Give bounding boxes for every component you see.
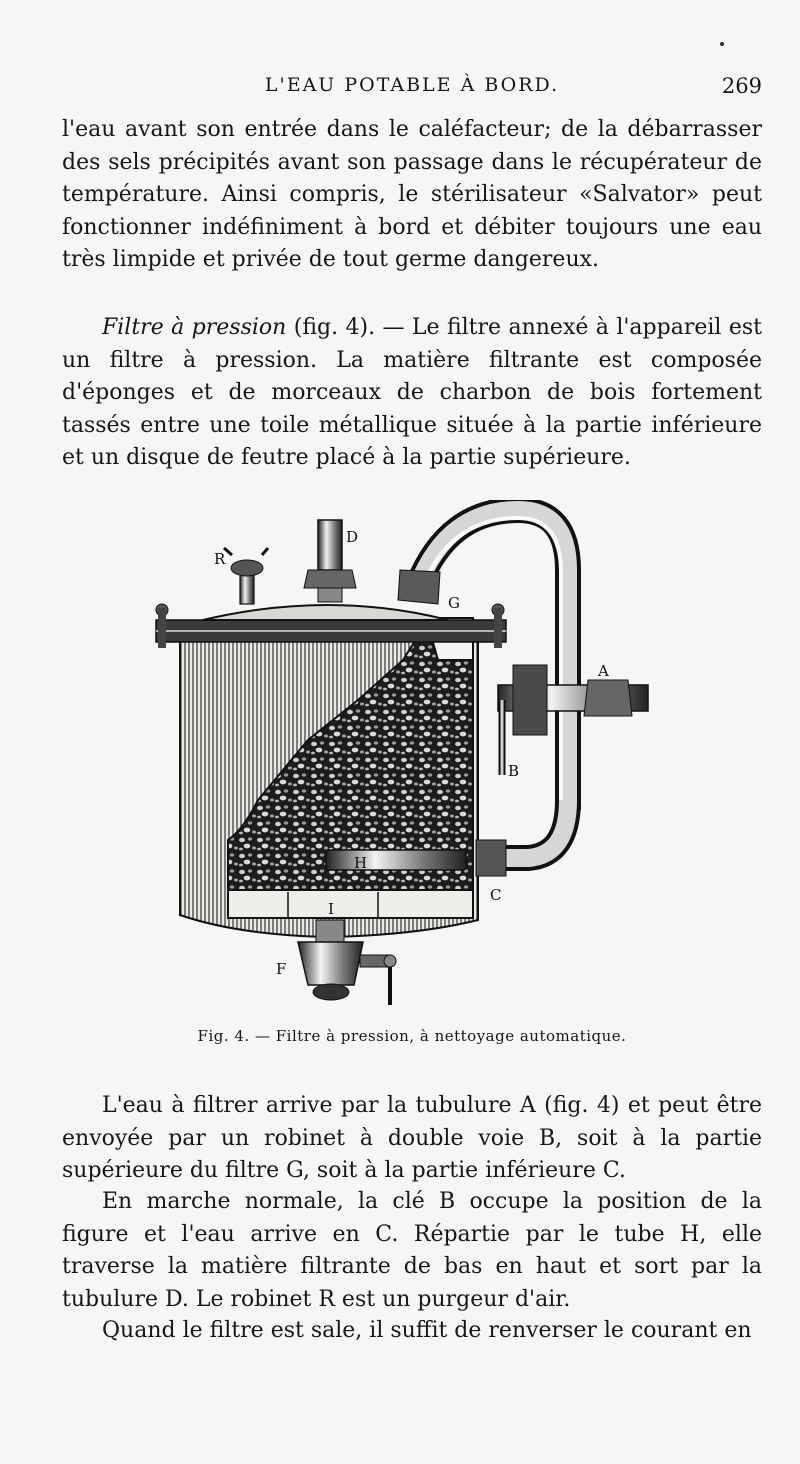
label-c: C: [490, 886, 502, 904]
label-d: D: [346, 528, 359, 546]
label-a: A: [598, 662, 609, 680]
paragraph-4: En marche normale, la clé B occupe la position de la figure et l'eau arrive en C. Répartie par le tube H, elle traverse la matière filtrante de bas en haut et sort par la tubulure D. Le robinet R est un purgeur d'air.: [62, 1189, 762, 1312]
page-number: 269: [721, 74, 762, 98]
paragraph-2-heading: Filtre à pression: [102, 315, 287, 340]
figure-caption: Fig. 4. — Filtre à pression, à nettoyage automatique.: [197, 1027, 627, 1045]
label-b: B: [508, 762, 520, 780]
filter-illustration: [148, 500, 668, 1020]
drain-cock-f: [298, 942, 363, 985]
distribution-tube: [326, 850, 466, 870]
label-f: F: [276, 960, 287, 978]
page-header: [62, 74, 762, 104]
paragraph-1: l'eau avant son entrée dans le caléfacteur; de la débarrasser des sels précipités avant son passage dans le récupérateur de température. Ainsi compris, le stérilisateur «Salvator» peut fonctionner indéfiniment à bord et débiter toujours une eau très limpide et privée de tout germe dangereux.: [62, 117, 762, 272]
paragraph-5: Quand le filtre est sale, il suffit de renverser le courant en: [102, 1318, 752, 1343]
paragraph-2: [62, 312, 762, 475]
paragraph-3: L'eau à filtrer arrive par la tubulure A (fig. 4) et peut être envoyée par un robinet à double voie B, soit à la partie supérieure du filtre G, soit à la partie inférieure C.: [62, 1093, 762, 1183]
paragraph-2-body: Le filtre annexé à l'appareil est un filtre à pression. La matière filtrante est composée d'éponges et de morceaux de charbon de bois fortement tassés entre une toile métallique située à la partie inférieure et un disque de feutre placé à la partie supérieure.: [62, 315, 762, 470]
tank-lid: [203, 605, 448, 620]
outlet-tube-d: [318, 520, 342, 570]
paragraph-2-figure-ref: (fig. 4). —: [286, 315, 412, 340]
lower-connection-c: [476, 840, 506, 876]
label-h: H: [354, 854, 368, 872]
label-i: I: [328, 900, 334, 918]
pressure-filter-drawing: [148, 500, 668, 1020]
label-r: R: [214, 550, 226, 568]
label-g: G: [448, 594, 460, 612]
bottom-chamber: [228, 890, 473, 918]
double-way-valve-b: [513, 665, 547, 735]
running-title: L'EAU POTABLE À BORD.: [264, 74, 560, 96]
print-speck: [720, 42, 724, 46]
